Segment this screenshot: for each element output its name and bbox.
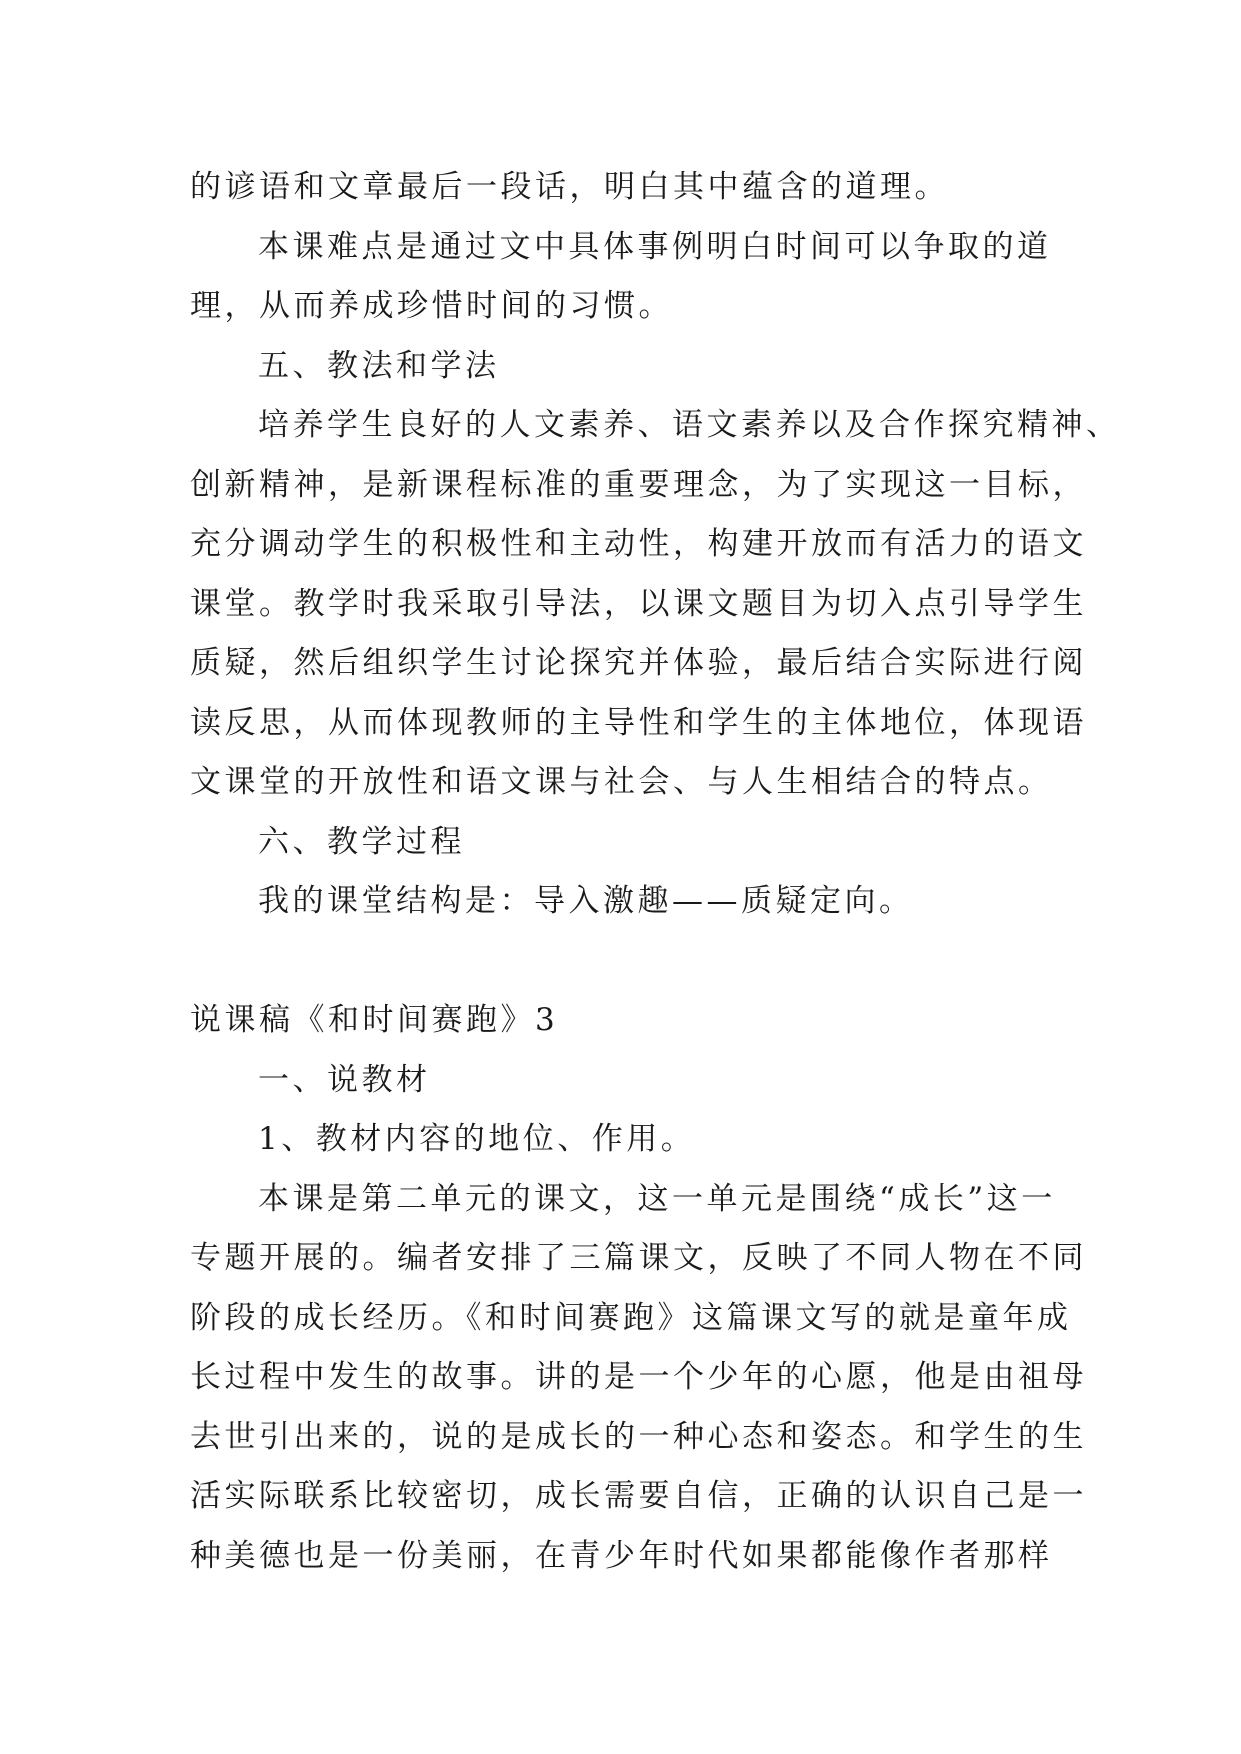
text-line: 去世引出来的，说的是成长的一种心态和姿态。和学生的生 xyxy=(190,1418,1087,1455)
document-title: 说课稿《和时间赛跑》3 xyxy=(190,1002,559,1038)
text-line: 理，从而养成珍惜时间的习惯。 xyxy=(190,288,673,324)
paragraph-start: 我的课堂结构是：导入激趣——质疑定向。 xyxy=(258,883,914,919)
text-line: 活实际联系比较密切，成长需要自信，正确的认识自己是一 xyxy=(190,1478,1087,1514)
text-line: 质疑，然后组织学生讨论探究并体验，最后结合实际进行阅 xyxy=(190,645,1087,681)
text-line: 阶段的成长经历。《和时间赛跑》这篇课文写的就是童年成 xyxy=(190,1299,1072,1336)
subheading: 1、教材内容的地位、作用。 xyxy=(258,1121,696,1157)
text-line: 种美德也是一份美丽，在青少年时代如果都能像作者那样 xyxy=(190,1537,1053,1574)
text-line: 充分调动学生的积极性和主动性，构建开放而有活力的语文 xyxy=(190,526,1087,562)
text-line: 长过程中发生的故事。讲的是一个少年的心愿，他是由祖母 xyxy=(190,1359,1087,1395)
section-heading-process: 六、教学过程 xyxy=(258,823,465,860)
document-body xyxy=(190,158,1121,1586)
text-line: 课堂。教学时我采取引导法，以课文题目为切入点引导学生 xyxy=(190,585,1087,622)
section-gap xyxy=(190,932,1060,992)
paragraph-start: 培养学生良好的人文素养、语文素养以及合作探究精神、 xyxy=(258,407,1121,443)
section-heading-methods: 五、教法和学法 xyxy=(258,347,500,384)
text-line: 文课堂的开放性和语文课与社会、与人生相结合的特点。 xyxy=(190,764,1053,800)
text-line: 创新精神，是新课程标准的重要理念，为了实现这一目标， xyxy=(190,466,1087,503)
paragraph-start: 本课难点是通过文中具体事例明白时间可以争取的道 xyxy=(258,228,1052,265)
text-line: 读反思，从而体现教师的主导性和学生的主体地位，体现语 xyxy=(190,704,1087,741)
text-line: 专题开展的。编者安排了三篇课文，反映了不同人物在不同 xyxy=(190,1240,1087,1276)
text-line: 的谚语和文章最后一段话，明白其中蕴含的道理。 xyxy=(190,169,949,205)
paragraph-start: 本课是第二单元的课文，这一单元是围绕“成长”这一 xyxy=(258,1180,1056,1217)
section-heading-textbook: 一、说教材 xyxy=(258,1061,431,1098)
